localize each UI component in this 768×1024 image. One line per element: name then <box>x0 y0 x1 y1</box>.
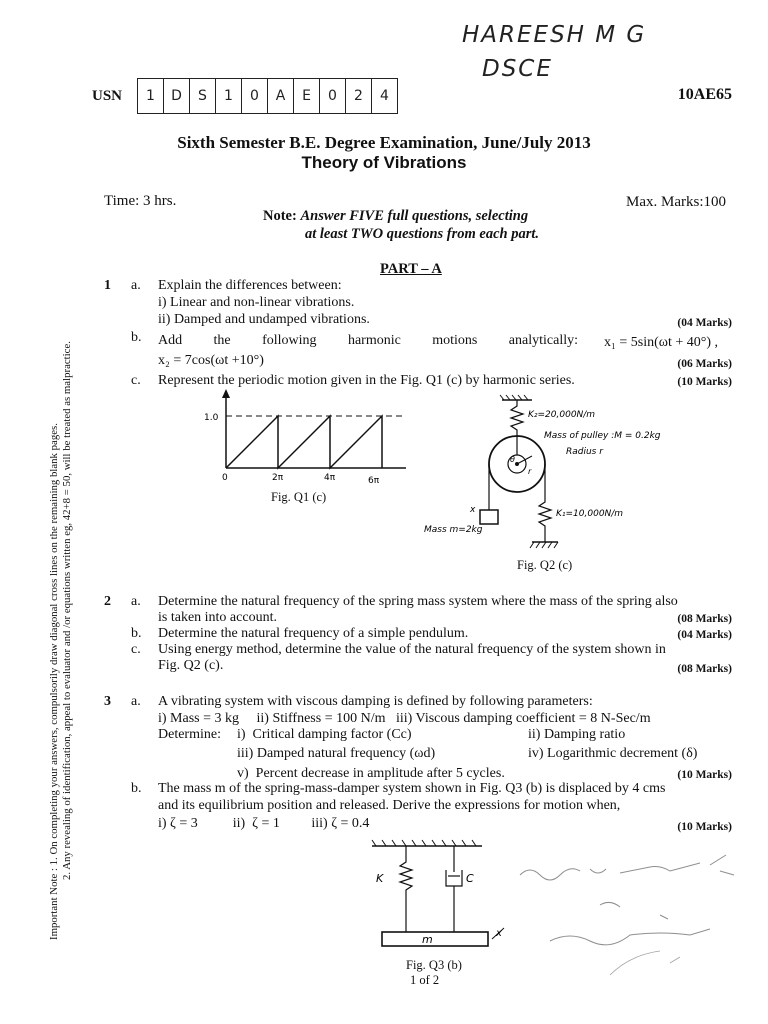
q3b-cases: i) ζ = 3 ii) ζ = 1 iii) ζ = 0.4 <box>158 816 370 831</box>
usn-char: E <box>294 79 320 113</box>
q1b-marks: (06 Marks) <box>677 358 732 370</box>
subject-code: 10AE65 <box>677 86 732 103</box>
usn-char: 2 <box>346 79 372 113</box>
q2b-text: Determine the natural frequency of a simple pendulum. <box>158 626 469 641</box>
time-allowed: Time: 3 hrs. <box>104 193 177 209</box>
handwritten-name: HAREESH M G <box>462 22 647 48</box>
q1a-text: Explain the differences between: <box>158 278 342 293</box>
usn-char: D <box>164 79 190 113</box>
handwritten-college: DSCE <box>482 56 553 82</box>
q1c-x-tick-0: 0 <box>222 473 228 483</box>
usn-char: 1 <box>138 79 164 113</box>
q1c-y-tick: 1.0 <box>204 413 219 423</box>
usn-char: 0 <box>320 79 346 113</box>
figure-q1c-sawtooth <box>196 386 416 486</box>
q3b-c-label: C <box>466 872 474 885</box>
q3b-mass-block <box>382 932 488 946</box>
q3a-marks: (10 Marks) <box>677 769 732 781</box>
q2c-k2-label: K₂=20,000N/m <box>528 410 596 420</box>
q3b-m-label: m <box>422 933 433 946</box>
q1-number: 1 <box>104 278 111 293</box>
q3b-support-hatch <box>372 840 476 846</box>
subject-title: Theory of Vibrations <box>301 153 467 172</box>
q2c-mass-label: Mass m=2kg <box>424 525 483 535</box>
q1b-x1: x₁ = 5sin(ωt + 40°) , <box>604 335 719 350</box>
max-marks: Max. Marks:100 <box>626 194 726 210</box>
q2c-spring-k1 <box>539 498 551 542</box>
q2b-marks: (04 Marks) <box>677 629 732 641</box>
q2c-bottom-hatch <box>530 542 558 548</box>
q2c-mass-block <box>480 510 498 524</box>
q1c-x-tick-6pi: 6π <box>368 476 380 486</box>
q2c-radius-label: Radius r <box>566 447 603 457</box>
page-number: 1 of 2 <box>410 973 440 987</box>
q3a-label: a. <box>131 694 141 709</box>
fig-q1c-caption: Fig. Q1 (c) <box>271 490 327 504</box>
q3b-text-1: The mass m of the spring-mass-damper system shown in Fig. Q3 (b) is displaced by 4 cms <box>158 781 666 796</box>
q3-number: 3 <box>104 694 111 709</box>
q2a-text-1: Determine the natural frequency of the spring mass system where the mass of the spring also <box>158 594 678 609</box>
q1c-text: Represent the periodic motion given in the Fig. Q1 (c) by harmonic series. <box>158 373 575 388</box>
q2c-pulley-label: Mass of pulley :M = 0.2kg <box>544 431 661 441</box>
important-note-line2: 2. Any revealing of identification, appeal to evaluator and /or equations written eg, 42+8 = 50, will be treated as malpractice. <box>61 341 73 880</box>
q1c-label: c. <box>131 373 141 388</box>
usn-char: A <box>268 79 294 113</box>
fig-q3b-caption: Fig. Q3 (b) <box>406 958 462 972</box>
q3a-determine: Determine: <box>158 727 221 742</box>
q2c-spring-k2 <box>511 400 523 438</box>
q3b-label: b. <box>131 781 142 796</box>
usn-char: 0 <box>242 79 268 113</box>
part-heading: PART – A <box>380 261 442 277</box>
q1c-x-tick-4pi: 4π <box>324 473 336 483</box>
q2c-radius-line <box>517 456 532 464</box>
q2b-label: b. <box>131 626 142 641</box>
q2a-text-2: is taken into account. <box>158 610 277 625</box>
usn-char: S <box>190 79 216 113</box>
q2c-k1-label: K₁=10,000N/m <box>556 509 624 519</box>
q3a-item-iii: iii) Damped natural frequency (ωd) <box>237 746 436 761</box>
q1a-item-ii: ii) Damped and undamped vibrations. <box>158 312 370 327</box>
q2-number: 2 <box>104 594 111 609</box>
q1a-item-i: i) Linear and non-linear vibrations. <box>158 295 355 310</box>
q2c-text-2: Fig. Q2 (c). <box>158 658 224 673</box>
q1a-label: a. <box>131 278 141 293</box>
q3b-damper-cylinder <box>446 870 462 886</box>
q3a-item-i: i) Critical damping factor (Cc) <box>237 727 412 742</box>
q2a-label: a. <box>131 594 141 609</box>
fig-q2c-caption: Fig. Q2 (c) <box>517 558 573 572</box>
q2c-theta: θ <box>510 455 515 464</box>
q3b-marks: (10 Marks) <box>677 821 732 833</box>
q1c-x-tick-2pi: 2π <box>272 473 284 483</box>
q2c-marks: (08 Marks) <box>677 663 732 675</box>
pencil-scribbles <box>510 845 760 985</box>
q3b-k-label: K <box>376 872 384 885</box>
q1b-label: b. <box>131 330 142 345</box>
instructions-line1 <box>263 208 528 225</box>
q3b-text-2: and its equilibrium position and released. Derive the expressions for motion when, <box>158 798 621 813</box>
usn-label: USN <box>92 88 123 104</box>
q1a-marks: (04 Marks) <box>677 317 732 329</box>
usn-boxes <box>137 78 398 114</box>
q3a-params: i) Mass = 3 kg ii) Stiffness = 100 N/m iii) Viscous damping coefficient = 8 N-Sec/m <box>158 711 651 726</box>
q3a-text: A vibrating system with viscous damping is defined by following parameters: <box>158 694 593 709</box>
q3a-item-iv: iv) Logarithmic decrement (δ) <box>528 746 698 761</box>
note-label: Note: <box>263 208 297 224</box>
q3b-x-label: x <box>496 928 502 939</box>
instructions-line2: at least TWO questions from each part. <box>305 226 540 242</box>
q1c-marks: (10 Marks) <box>677 376 732 388</box>
q2c-r: r <box>528 467 532 476</box>
figure-q2c-pulley-system <box>420 392 720 562</box>
q1c-y-arrow <box>222 389 230 398</box>
q1b-x2: x₂ = 7cos(ωt +10°) <box>158 353 264 368</box>
important-note-sidebar <box>48 341 74 940</box>
usn-char: 4 <box>380 88 389 104</box>
q3a-item-ii: ii) Damping ratio <box>528 727 626 742</box>
q2c-text-1: Using energy method, determine the value of the natural frequency of the system shown in <box>158 642 666 657</box>
q2c-x-label: x <box>470 505 476 515</box>
figure-q3b-spring-mass-damper <box>362 836 512 956</box>
q1c-sawtooth-wave <box>226 416 382 468</box>
q2c-label: c. <box>131 642 141 657</box>
q3b-spring <box>400 846 412 932</box>
q2a-marks: (08 Marks) <box>677 613 732 625</box>
q3a-item-v: v) Percent decrease in amplitude after 5 cycles. <box>237 766 505 781</box>
exam-title: Sixth Semester B.E. Degree Examination, June/July 2013 <box>177 133 591 152</box>
important-note-line1: Important Note : 1. On completing your answers, compulsorily draw diagonal cross lines on the remaining blank pages. <box>48 423 60 940</box>
q1b-text: Add the following harmonic motions analytically: <box>158 333 578 348</box>
note-text-1: Answer FIVE full questions, selecting <box>300 208 529 224</box>
usn-char: 1 <box>216 79 242 113</box>
